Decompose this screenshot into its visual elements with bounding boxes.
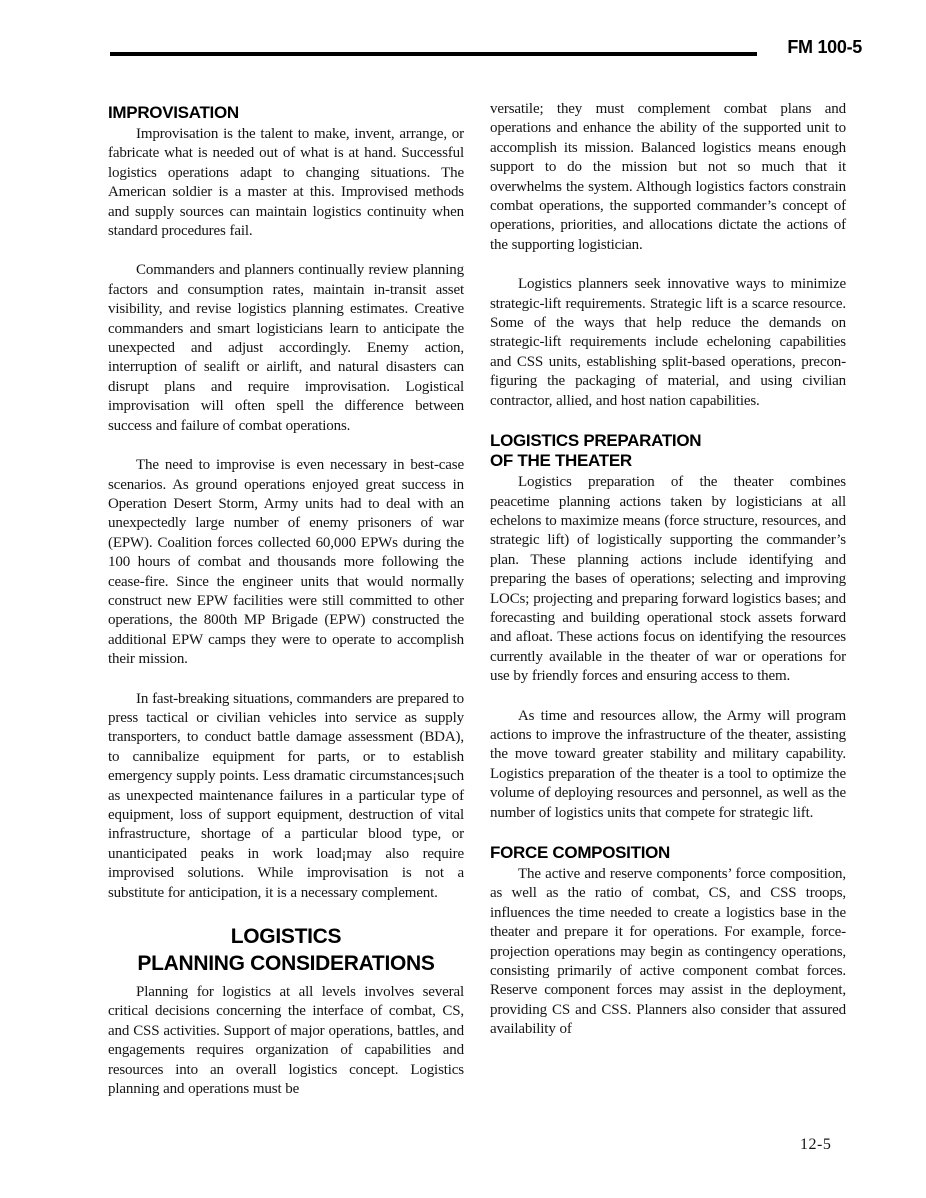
left-column bbox=[108, 103, 464, 1099]
page-number: 12-5 bbox=[800, 1136, 832, 1153]
section-heading-improvisation: IMPROVISATION bbox=[108, 103, 239, 122]
paragraph: The need to improvise is even necessary in best-case scenarios. As ground operations enjoyed great success in Operation Desert Storm, Army units had to deal with an unexpectedly large number of enemy prisoners of war (EPW). Coalition forces collected 60,000 EPWs during the 100 hours of combat and thousands more following the cease-fire. Since the engineer units that would normally construct new EPW facilities were still committed to other operations, the 800th MP Brigade (EPW) constructed the additional EPW camps they were to operate to accomplish their mission. bbox=[108, 457, 464, 668]
section-heading-logistics-preparation bbox=[490, 431, 846, 471]
header-rule bbox=[110, 52, 757, 56]
paragraph: Commanders and planners continually review planning factors and consumption rates, maintain in-transit asset visibility, and revise logistics planning estimates. Creative commanders and smart logisticians learn to anticipate the unexpected and adjust accordingly. Enemy action, interruption of sealift or airlift, and natural disasters can disrupt plans and require improvisation. Logistical improvisation will often spell the difference between success and failure of combat operations. bbox=[108, 262, 464, 434]
section-heading-logistics-planning-considerations bbox=[108, 923, 464, 977]
paragraph: Logistics planners seek innovative ways to minimize strategic-lift requirements. Strategic lift is a scarce resource. Some of the ways that help reduce the demands on strategic-lift requirements include echeloning capabilities and CSS units, establishing split-based operations, precon-figuring the packaging of material, and using civilian contractor, allied, and host nation capabilities. bbox=[490, 276, 846, 409]
document-id: FM 100-5 bbox=[787, 37, 862, 57]
heading-line-2: PLANNING CONSIDERATIONS bbox=[137, 952, 435, 976]
paragraph: Planning for logistics at all levels involves several critical decisions concerning the interface of combat, CS, and CSS activities. Support of major operations, battles, and engagements requires organization of capabilities and resources into an overall logistics concept. Logistics planning and operations must be bbox=[108, 984, 464, 1098]
heading-line-1: LOGISTICS PREPARATION bbox=[490, 431, 702, 451]
section-heading-force-composition: FORCE COMPOSITION bbox=[490, 843, 671, 862]
heading-line-1: LOGISTICS bbox=[230, 925, 342, 949]
paragraph: The active and reserve components’ force composition, as well as the ratio of combat, CS, and CSS troops, influences the time needed to create a logistics base in the theater and prepare it for operations. For example, force-projection operations may begin as contingency operations, consisting primarily of active component combat forces. Reserve component forces may assist in the deployment, providing CS and CSS. Planners also consider that assured availability of bbox=[490, 866, 846, 1038]
heading-line-2: OF THE THEATER bbox=[490, 451, 632, 471]
right-column bbox=[490, 100, 846, 1040]
paragraph: Logistics preparation of the theater combines peacetime planning actions taken by logisticians at all echelons to maximize means (force structure, resources, and strategic lift) of logistically supporting the commander’s plan. These planning actions include identifying and preparing the bases of operations; selecting and improving LOCs; projecting and preparing forward logistics bases; and forecasting and building operational stock assets forward and afloat. These actions focus on identifying the resources currently available in the theater of war or operations for use by friendly forces and ensuring access to them. bbox=[490, 474, 846, 685]
paragraph: In fast-breaking situations, commanders are prepared to press tactical or civilian vehicles into service as supply transporters, to conduct battle damage assessment (BDA), to cannibalize equipment for parts, or to establish emergency supply points. Less dramatic circumstances¡such as unexpected maintenance failures in a particular type of equipment, loss of support equipment, destruction of vital infrastructure, shortage of a particular blood type, or unanticipated peaks in work load¡may also require improvised solutions. While improvisation is not a substitute for anticipation, it is a necessary complement. bbox=[108, 690, 464, 901]
paragraph: Improvisation is the talent to make, invent, arrange, or fabricate what is needed out of what is at hand. Successful logistics operations adapt to changing situations. The American soldier is a master at this. Improvised methods and supply sources can maintain logistics continuity when standard procedures fail. bbox=[108, 126, 464, 240]
paragraph-continuation: versatile; they must complement combat plans and operations and enhance the ability of the supported unit to accomplish its mission. Balanced logistics means enough support to do the mission but not so much that it overwhelms the system. Although logistics factors constrain combat operations, the supported commander’s concept of operations, priorities, and allocations dictate the actions of the supporting logistician. bbox=[490, 101, 846, 253]
paragraph: As time and resources allow, the Army will program actions to improve the infrastructure of the theater, assisting the move toward greater stability and military capability. Logistics preparation of the theater is a tool to optimize the volume of deploying resources and personnel, as well as the number of logistics units that compete for strategic lift. bbox=[490, 707, 846, 821]
